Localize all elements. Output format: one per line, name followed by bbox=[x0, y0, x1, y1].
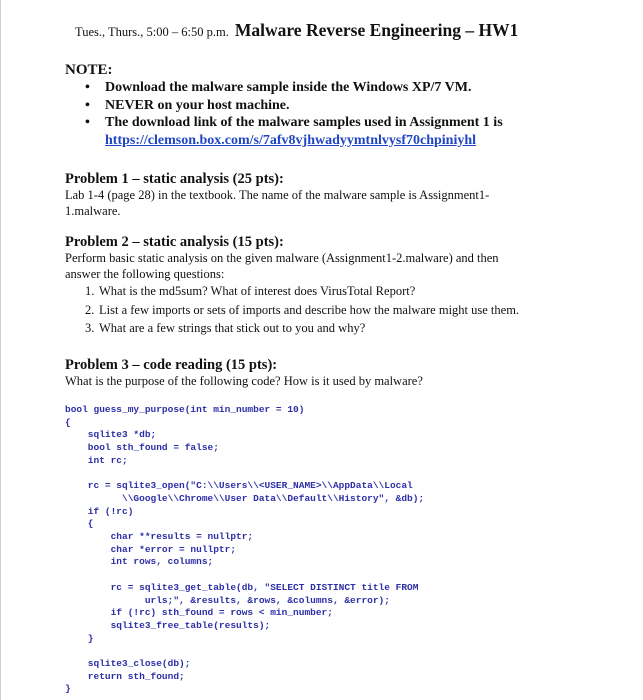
page-header bbox=[75, 20, 518, 41]
note-item bbox=[83, 97, 543, 115]
question-number: 2. bbox=[85, 302, 95, 317]
question-number: 3. bbox=[85, 321, 95, 335]
problem-3-body: What is the purpose of the following code? How is it used by malware? bbox=[65, 374, 423, 388]
note-text: NEVER on your host machine. bbox=[105, 97, 290, 113]
question-item bbox=[65, 321, 525, 337]
problem-2-title: Problem 2 – static analysis (15 pts): bbox=[65, 234, 284, 250]
note-heading: NOTE: bbox=[65, 62, 113, 78]
bullet-icon: • bbox=[85, 80, 90, 95]
question-item bbox=[65, 303, 525, 319]
question-text: List a few imports or sets of imports and describe how the malware might use them. bbox=[99, 302, 520, 317]
note-list bbox=[83, 79, 543, 149]
problem-3 bbox=[65, 356, 525, 390]
bullet-icon: • bbox=[85, 115, 90, 130]
problem-2-body: Perform basic static analysis on the given malware (Assignment1-2.malware) and then answer the following questions: bbox=[65, 251, 499, 281]
course-schedule: Tues., Thurs., 5:00 – 6:50 p.m. bbox=[75, 25, 229, 39]
assignment-title: Malware Reverse Engineering – HW1 bbox=[234, 20, 519, 40]
question-text: What is the md5sum? What of interest does VirusTotal Report? bbox=[99, 284, 416, 298]
bullet-icon: • bbox=[85, 97, 90, 113]
code-listing: bool guess_my_purpose(int min_number = 10) { sqlite3 *db; bool sth_found = false; int rc; rc = sqlite3_open("C:\\Users\\<USER_NAME>\\AppData\\Local \\Google\\Chrome\\User Data\\Default\\History", &db); if (!rc) { char **results = nullptr; char *error = nullptr; int rows, columns; rc = sqlite3_get_table(db, "SELECT DISTINCT title FROM urls;", &results, &rows, &columns, &error); if (!rc) sth_found = rows < min_number; sqlite3_free_table(results); } sqlite3_close(db); return sth_found; } bbox=[65, 404, 425, 695]
question-text: What are a few strings that stick out to you and why? bbox=[99, 321, 366, 335]
download-link[interactable]: https://clemson.box.com/s/7afv8vjhwadyymtnlvysf70chpiniyhl bbox=[105, 132, 477, 148]
question-number: 1. bbox=[85, 284, 95, 298]
problem-1-body: Lab 1-4 (page 28) in the textbook. The name of the malware sample is Assignment1-1.malware. bbox=[65, 188, 490, 218]
question-item bbox=[65, 284, 525, 300]
note-item bbox=[83, 114, 543, 149]
problem-1-title: Problem 1 – static analysis (25 pts): bbox=[65, 171, 284, 187]
problem-2-questions bbox=[65, 284, 525, 337]
problem-2 bbox=[65, 233, 525, 340]
note-text: Download the malware sample inside the Windows XP/7 VM. bbox=[105, 80, 472, 95]
note-text: The download link of the malware samples used in Assignment 1 is bbox=[105, 115, 503, 130]
problem-3-title: Problem 3 – code reading (15 pts): bbox=[65, 357, 278, 373]
problem-1 bbox=[65, 170, 525, 219]
note-item bbox=[83, 79, 543, 97]
